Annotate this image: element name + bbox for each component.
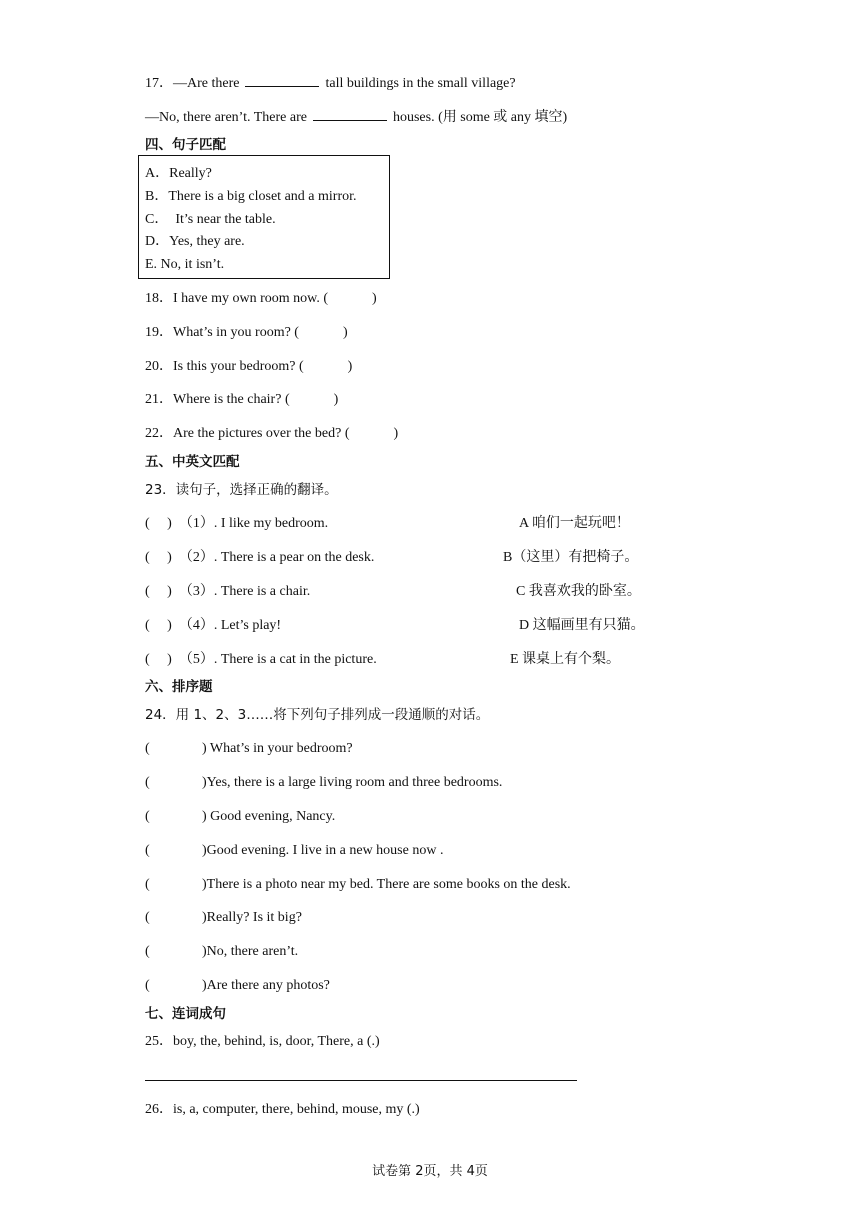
order-blank[interactable]: (	[145, 809, 150, 824]
order-sentence: )No, there aren’t.	[202, 944, 299, 959]
order-blank[interactable]: (	[145, 910, 150, 925]
q17-text-d: houses. (用 some 或 any 填空)	[392, 110, 568, 125]
option: D．Yes, they are.	[145, 234, 245, 249]
chinese-option: E 课桌上有个梨。	[510, 652, 621, 667]
order-blank[interactable]: (	[145, 877, 150, 892]
question-text: 22．Are the pictures over the bed? (	[145, 426, 350, 441]
option: C． It’s near the table.	[145, 212, 276, 227]
order-blank[interactable]: (	[145, 944, 150, 959]
order-sentence: ) Good evening, Nancy.	[202, 809, 336, 824]
english-sentence: （4）. Let’s play!	[178, 618, 282, 633]
question-text: 19．What’s in you room? (	[145, 325, 299, 340]
option: B．There is a big closet and a mirror.	[145, 189, 357, 204]
answer-line[interactable]	[145, 1080, 577, 1081]
options-box	[138, 155, 390, 279]
section-title: 四、句子匹配	[145, 137, 226, 153]
question: 21．Where is the chair? ( )	[145, 392, 339, 407]
match-row: ( ) （4）. Let’s play!	[145, 618, 282, 633]
match-row: ( ) （1）. I like my bedroom.	[145, 516, 329, 531]
question: 20．Is this your bedroom? ( )	[145, 359, 353, 374]
answer-blank[interactable]	[245, 74, 319, 87]
english-sentence: （3）. There is a chair.	[178, 584, 311, 599]
answer-blank[interactable]	[313, 108, 387, 121]
order-sentence: )Yes, there is a large living room and three bedrooms.	[202, 775, 503, 790]
question-prompt: 24．用 1、2、3……将下列句子排列成一段通顺的对话。	[145, 707, 490, 723]
order-blank[interactable]: (	[145, 741, 150, 756]
order-blank[interactable]: (	[145, 978, 150, 993]
question-text: 20．Is this your bedroom? (	[145, 359, 304, 374]
question-text: 21．Where is the chair? (	[145, 392, 290, 407]
q17-text-a: 17．—Are there	[145, 76, 240, 91]
q17-text-b: tall buildings in the small village?	[325, 76, 516, 91]
chinese-option: D 这幅画里有只猫。	[519, 618, 645, 633]
question-prompt: 23．读句子，选择正确的翻译。	[145, 482, 338, 498]
chinese-option: A 咱们一起玩吧！	[519, 516, 630, 531]
question-text: 18．I have my own room now. (	[145, 291, 329, 306]
order-sentence: ) What’s in your bedroom?	[202, 741, 353, 756]
order-blank[interactable]: (	[145, 775, 150, 790]
match-row: ( ) （2）. There is a pear on the desk.	[145, 550, 375, 565]
question: 25．boy, the, behind, is, door, There, a (.)	[145, 1034, 380, 1049]
english-sentence: （5）. There is a cat in the picture.	[178, 652, 377, 667]
question: 26．is, a, computer, there, behind, mouse, my (.)	[145, 1102, 420, 1117]
question: 18．I have my own room now. ( )	[145, 291, 377, 306]
order-sentence: )Are there any photos?	[202, 978, 330, 993]
q17-text-c: —No, there aren’t. There are	[145, 110, 307, 125]
order-sentence: )Good evening. I live in a new house now .	[202, 843, 444, 858]
order-sentence: )Really? Is it big?	[202, 910, 302, 925]
order-sentence: )There is a photo near my bed. There are some books on the desk.	[202, 877, 571, 892]
q17-line1	[145, 74, 516, 93]
question: 19．What’s in you room? ( )	[145, 325, 348, 340]
option: E. No, it isn’t.	[145, 257, 225, 272]
chinese-option: B（这里）有把椅子。	[503, 550, 639, 565]
section-title: 五、中英文匹配	[145, 454, 240, 470]
chinese-option: C 我喜欢我的卧室。	[516, 584, 641, 599]
english-sentence: （2）. There is a pear on the desk.	[178, 550, 375, 565]
q17-line2	[145, 108, 567, 127]
english-sentence: （1）. I like my bedroom.	[178, 516, 329, 531]
match-row: ( ) （5）. There is a cat in the picture.	[145, 652, 377, 667]
section-title: 六、排序题	[145, 679, 213, 695]
page-footer: 试卷第 2页，共 4页	[372, 1164, 488, 1179]
option: A．Really?	[145, 166, 212, 181]
section-title: 七、连词成句	[145, 1006, 226, 1022]
question: 22．Are the pictures over the bed? ( )	[145, 426, 399, 441]
order-blank[interactable]: (	[145, 843, 150, 858]
match-row: ( ) （3）. There is a chair.	[145, 584, 311, 599]
